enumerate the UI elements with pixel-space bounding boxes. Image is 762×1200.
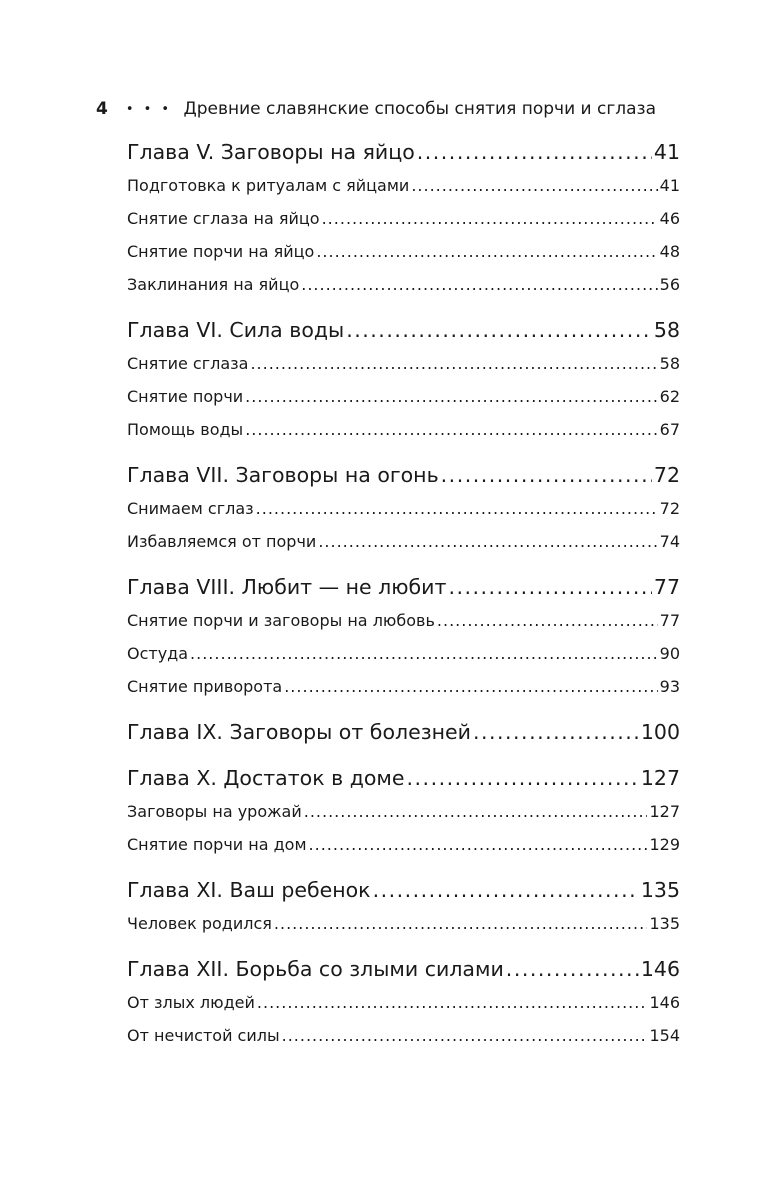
chapter-title: Глава XII. Борьба со злыми силами [127,957,504,981]
dot-leader [407,766,639,790]
toc-chapter [127,318,680,354]
table-of-contents [127,140,680,1059]
dot-leader [411,176,657,195]
toc-section [127,209,680,242]
toc-section [127,914,680,947]
toc-chapter [127,957,680,993]
chapter-page: 41 [653,140,680,164]
dot-leader [250,354,657,373]
chapter-title: Глава V. Заговоры на яйцо [127,140,415,164]
toc-chapter [127,575,680,611]
section-page: 48 [659,242,680,261]
section-title: Снятие сглаза на яйцо [127,209,320,228]
dot-leader [304,802,648,821]
toc-section [127,802,680,835]
dot-leader [346,318,652,342]
section-title: Подготовка к ритуалам с яйцами [127,176,410,195]
section-page: 154 [649,1026,680,1045]
dot-leader [322,209,658,228]
toc-section [127,176,680,209]
dot-leader [284,677,657,696]
section-page: 129 [649,835,680,854]
toc-section [127,387,680,420]
dot-leader [318,532,657,551]
chapter-page: 58 [653,318,680,342]
chapter-page: 135 [640,878,680,902]
section-title: Заговоры на урожай [127,802,302,821]
chapter-title: Глава X. Достаток в доме [127,766,405,790]
dot-leader [506,957,639,981]
dot-leader [257,993,648,1012]
running-title: Древние славянские способы снятия порчи и сглаза [183,99,656,119]
toc-section [127,611,680,644]
section-title: Человек родился [127,914,272,933]
dot-leader [448,575,651,599]
section-page: 93 [659,677,680,696]
dot-leader [373,878,639,902]
chapter-page: 146 [640,957,680,981]
section-page: 62 [659,387,680,406]
section-page: 72 [659,499,680,518]
dot-leader [245,387,657,406]
chapter-page: 100 [640,720,680,744]
toc-section [127,420,680,453]
toc-section [127,275,680,308]
dot-leader [282,1026,648,1045]
toc-chapter [127,140,680,176]
dot-leader [417,140,652,164]
dot-leader [301,275,657,294]
toc-section [127,532,680,565]
toc-section [127,644,680,677]
section-title: Снятие порчи и заговоры на любовь [127,611,435,630]
toc-section [127,242,680,275]
section-page: 127 [649,802,680,821]
section-page: 56 [659,275,680,294]
dot-leader [274,914,648,933]
chapter-page: 72 [653,463,680,487]
toc-section [127,835,680,868]
section-page: 41 [659,176,680,195]
section-page: 77 [659,611,680,630]
section-title: От нечистой силы [127,1026,280,1045]
running-header [96,96,656,122]
chapter-page: 127 [640,766,680,790]
section-page: 67 [659,420,680,439]
section-title: Снятие приворота [127,677,283,696]
section-title: Помощь воды [127,420,244,439]
toc-chapter [127,720,680,756]
toc-section [127,354,680,387]
section-title: Избавляемся от порчи [127,532,317,551]
chapter-title: Глава IX. Заговоры от болезней [127,720,471,744]
dot-leader [256,499,658,518]
dot-leader [245,420,657,439]
toc-section [127,499,680,532]
toc-chapter [127,766,680,802]
section-title: От злых людей [127,993,255,1012]
dot-leader [190,644,658,663]
dot-leader [437,611,658,630]
chapter-title: Глава VI. Сила воды [127,318,345,342]
toc-section [127,1026,680,1059]
section-title: Остуда [127,644,189,663]
chapter-title: Глава VII. Заговоры на огонь [127,463,439,487]
section-page: 90 [659,644,680,663]
toc-section [127,993,680,1026]
chapter-title: Глава XI. Ваш ребенок [127,878,371,902]
section-page: 46 [659,209,680,228]
section-title: Снятие порчи [127,387,244,406]
section-title: Снятие порчи на дом [127,835,307,854]
chapter-page: 77 [653,575,680,599]
dot-leader [316,242,657,261]
section-page: 135 [649,914,680,933]
section-page: 58 [659,354,680,373]
section-title: Снимаем сглаз [127,499,254,518]
toc-section [127,677,680,710]
toc-chapter [127,878,680,914]
section-page: 74 [659,532,680,551]
section-title: Заклинания на яйцо [127,275,300,294]
section-title: Снятие порчи на яйцо [127,242,315,261]
section-title: Снятие сглаза [127,354,249,373]
page-number: 4 [96,99,108,119]
section-page: 146 [649,993,680,1012]
chapter-title: Глава VIII. Любит — не любит [127,575,447,599]
toc-chapter [127,463,680,499]
dot-leader [473,720,639,744]
dot-leader [309,835,648,854]
dot-leader [441,463,652,487]
header-dots: • • • [125,101,173,117]
